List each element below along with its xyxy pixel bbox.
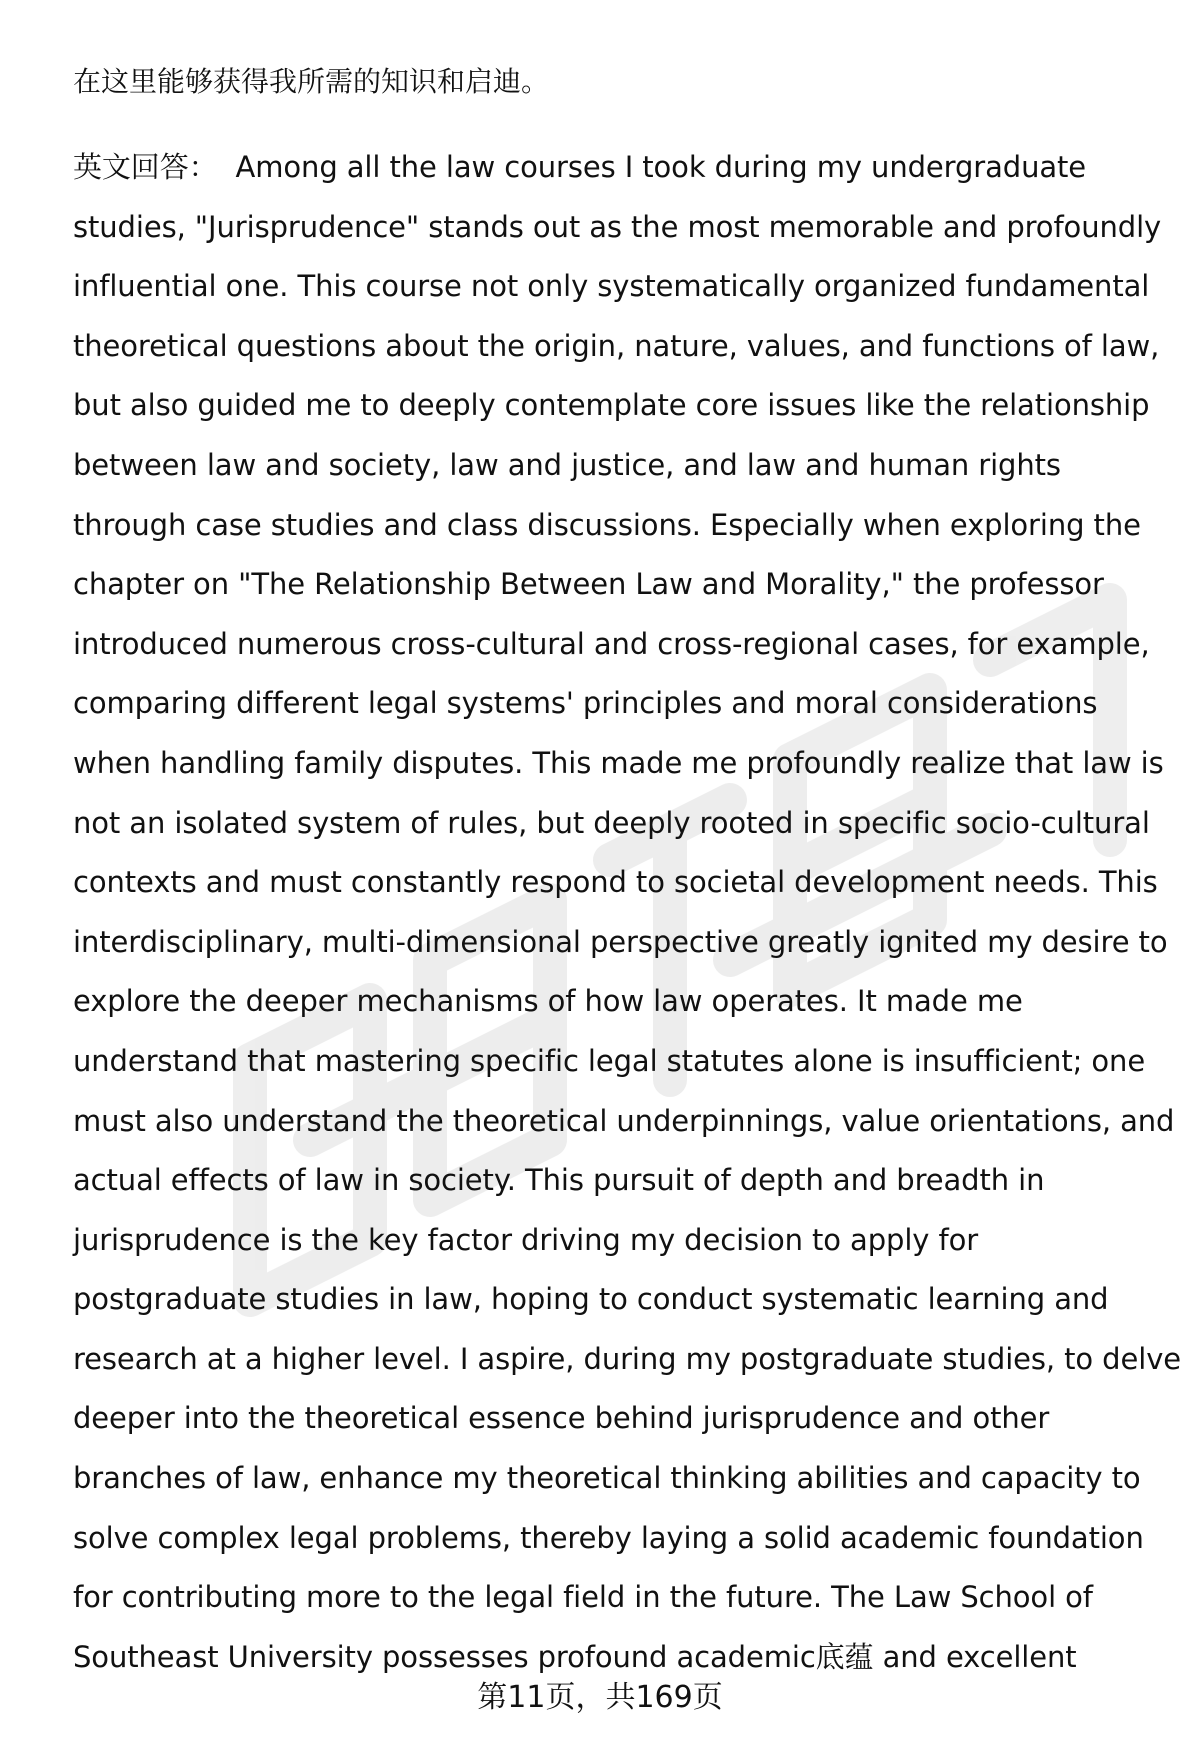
- answer-line: chapter on "The Relationship Between Law and Morality," the professor: [73, 567, 1104, 602]
- intro-chinese-line: 在这里能够获得我所需的知识和启迪。: [73, 65, 550, 98]
- answer-line: Southeast University possesses profound academic底蕴 and excellent: [73, 1639, 1077, 1674]
- answer-line: actual effects of law in society. This pursuit of depth and breadth in: [73, 1163, 1045, 1198]
- answer-line: Among all the law courses I took during my undergraduate: [235, 150, 1087, 184]
- answer-line: explore the deeper mechanisms of how law operates. It made me: [73, 984, 1023, 1019]
- answer-line: studies, "Jurisprudence" stands out as the most memorable and profoundly: [73, 209, 1162, 244]
- answer-line: between law and society, law and justice, and law and human rights: [73, 447, 1061, 482]
- answer-line: solve complex legal problems, thereby laying a solid academic foundation: [73, 1520, 1144, 1555]
- answer-line: for contributing more to the legal field in the future. The Law School of: [73, 1580, 1093, 1615]
- answer-line: not an isolated system of rules, but deeply rooted in specific socio-cultural: [73, 805, 1150, 840]
- answer-line: postgraduate studies in law, hoping to conduct systematic learning and: [73, 1282, 1109, 1317]
- answer-line: influential one. This course not only systematically organized fundamental: [73, 269, 1150, 304]
- answer-line: but also guided me to deeply contemplate core issues like the relationship: [73, 388, 1150, 423]
- answer-line: when handling family disputes. This made me profoundly realize that law is: [73, 745, 1164, 780]
- answer-line: understand that mastering specific legal statutes alone is insufficient; one: [73, 1043, 1146, 1078]
- page-number-footer: 第11页，共169页: [477, 1680, 723, 1715]
- answer-line: jurisprudence is the key factor driving my decision to apply for: [73, 1222, 979, 1257]
- answer-line: interdisciplinary, multi-dimensional perspective greatly ignited my desire to: [73, 924, 1168, 959]
- answer-line: must also understand the theoretical underpinnings, value orientations, and: [73, 1103, 1175, 1138]
- answer-line: through case studies and class discussions. Especially when exploring the: [73, 507, 1141, 542]
- english-answer-paragraph: [73, 138, 1181, 1687]
- answer-line: introduced numerous cross-cultural and cross-regional cases, for example,: [73, 626, 1150, 661]
- answer-line: comparing different legal systems' principles and moral considerations: [73, 686, 1098, 721]
- answer-line: theoretical questions about the origin, nature, values, and functions of law,: [73, 328, 1160, 363]
- answer-label: 英文回答：: [73, 150, 218, 184]
- answer-line: research at a higher level. I aspire, during my postgraduate studies, to delve: [73, 1341, 1181, 1376]
- answer-line: contexts and must constantly respond to societal development needs. This: [73, 865, 1158, 900]
- answer-line: deeper into the theoretical essence behind jurisprudence and other: [73, 1401, 1050, 1436]
- answer-line: branches of law, enhance my theoretical thinking abilities and capacity to: [73, 1461, 1141, 1496]
- answer-first-line: [73, 138, 1173, 198]
